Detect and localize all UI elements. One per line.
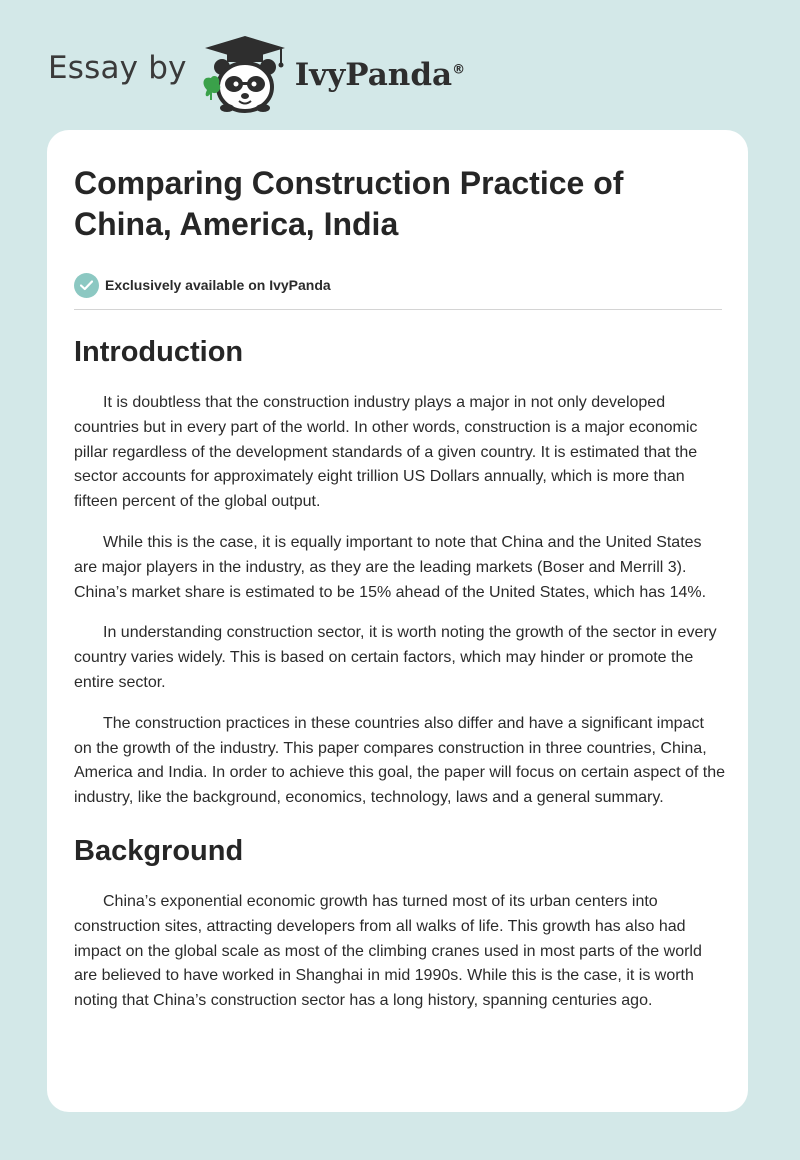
- introduction-body: [74, 391, 726, 811]
- paragraph: It is doubtless that the construction industry plays a major in not only developed countries but in every part of the world. In other words, construction is a major economic pillar regardless of the development standards of a given country. It is estimated that the sector accounts for approximately eight trillion US Dollars annually, which is more than fifteen percent of the global output.: [74, 394, 698, 511]
- paragraph: In understanding construction sector, it is worth noting the growth of the sector in every country varies widely. This is based on certain factors, which may hinder or promote the entire sector.: [74, 624, 717, 691]
- paragraph: While this is the case, it is equally important to note that China and the United States are major players in the industry, as they are the leading markets (Boser and Merrill 3). China’s market share is estimated to be 15% ahead of the United States, which has 14%.: [74, 533, 707, 601]
- paragraph: The construction practices in these countries also differ and have a significant impact on the growth of the industry. This paper compares construction in three countries, China, America and India. In order to achieve this goal, the paper will focus on certain aspect of the industry, like the background, economics, technology, laws and a general summary.: [74, 714, 726, 807]
- brand-name-text: IvyPanda: [294, 57, 453, 93]
- divider: [74, 309, 722, 310]
- registered-mark: ®: [452, 62, 466, 78]
- panda-logo-icon: [199, 34, 291, 114]
- brand-header: [48, 34, 465, 114]
- paragraph: China’s exponential economic growth has turned most of its urban centers into construction sites, attracting developers from all walks of life. This growth has also had impact on the global scale as most of the climbing cranes used in most parts of the world are believed to have worked in Shanghai in mid 1990s. While this is the case, it is worth noting that China’s construction sector has a long history, spanning centuries ago.: [74, 892, 702, 1010]
- section-heading-background: Background: [74, 834, 244, 867]
- essay-title: Comparing Construction Practice of China, America, India: [74, 165, 624, 242]
- exclusive-label: Exclusively available on IvyPanda: [105, 277, 331, 293]
- brand-name: [295, 57, 465, 93]
- essay-card: [47, 130, 748, 1112]
- section-heading-introduction: Introduction: [74, 336, 244, 368]
- background-body: [74, 890, 722, 1014]
- exclusive-badge: [74, 272, 722, 298]
- brand-prefix: Essay by: [48, 50, 187, 86]
- check-circle-icon: [74, 273, 99, 298]
